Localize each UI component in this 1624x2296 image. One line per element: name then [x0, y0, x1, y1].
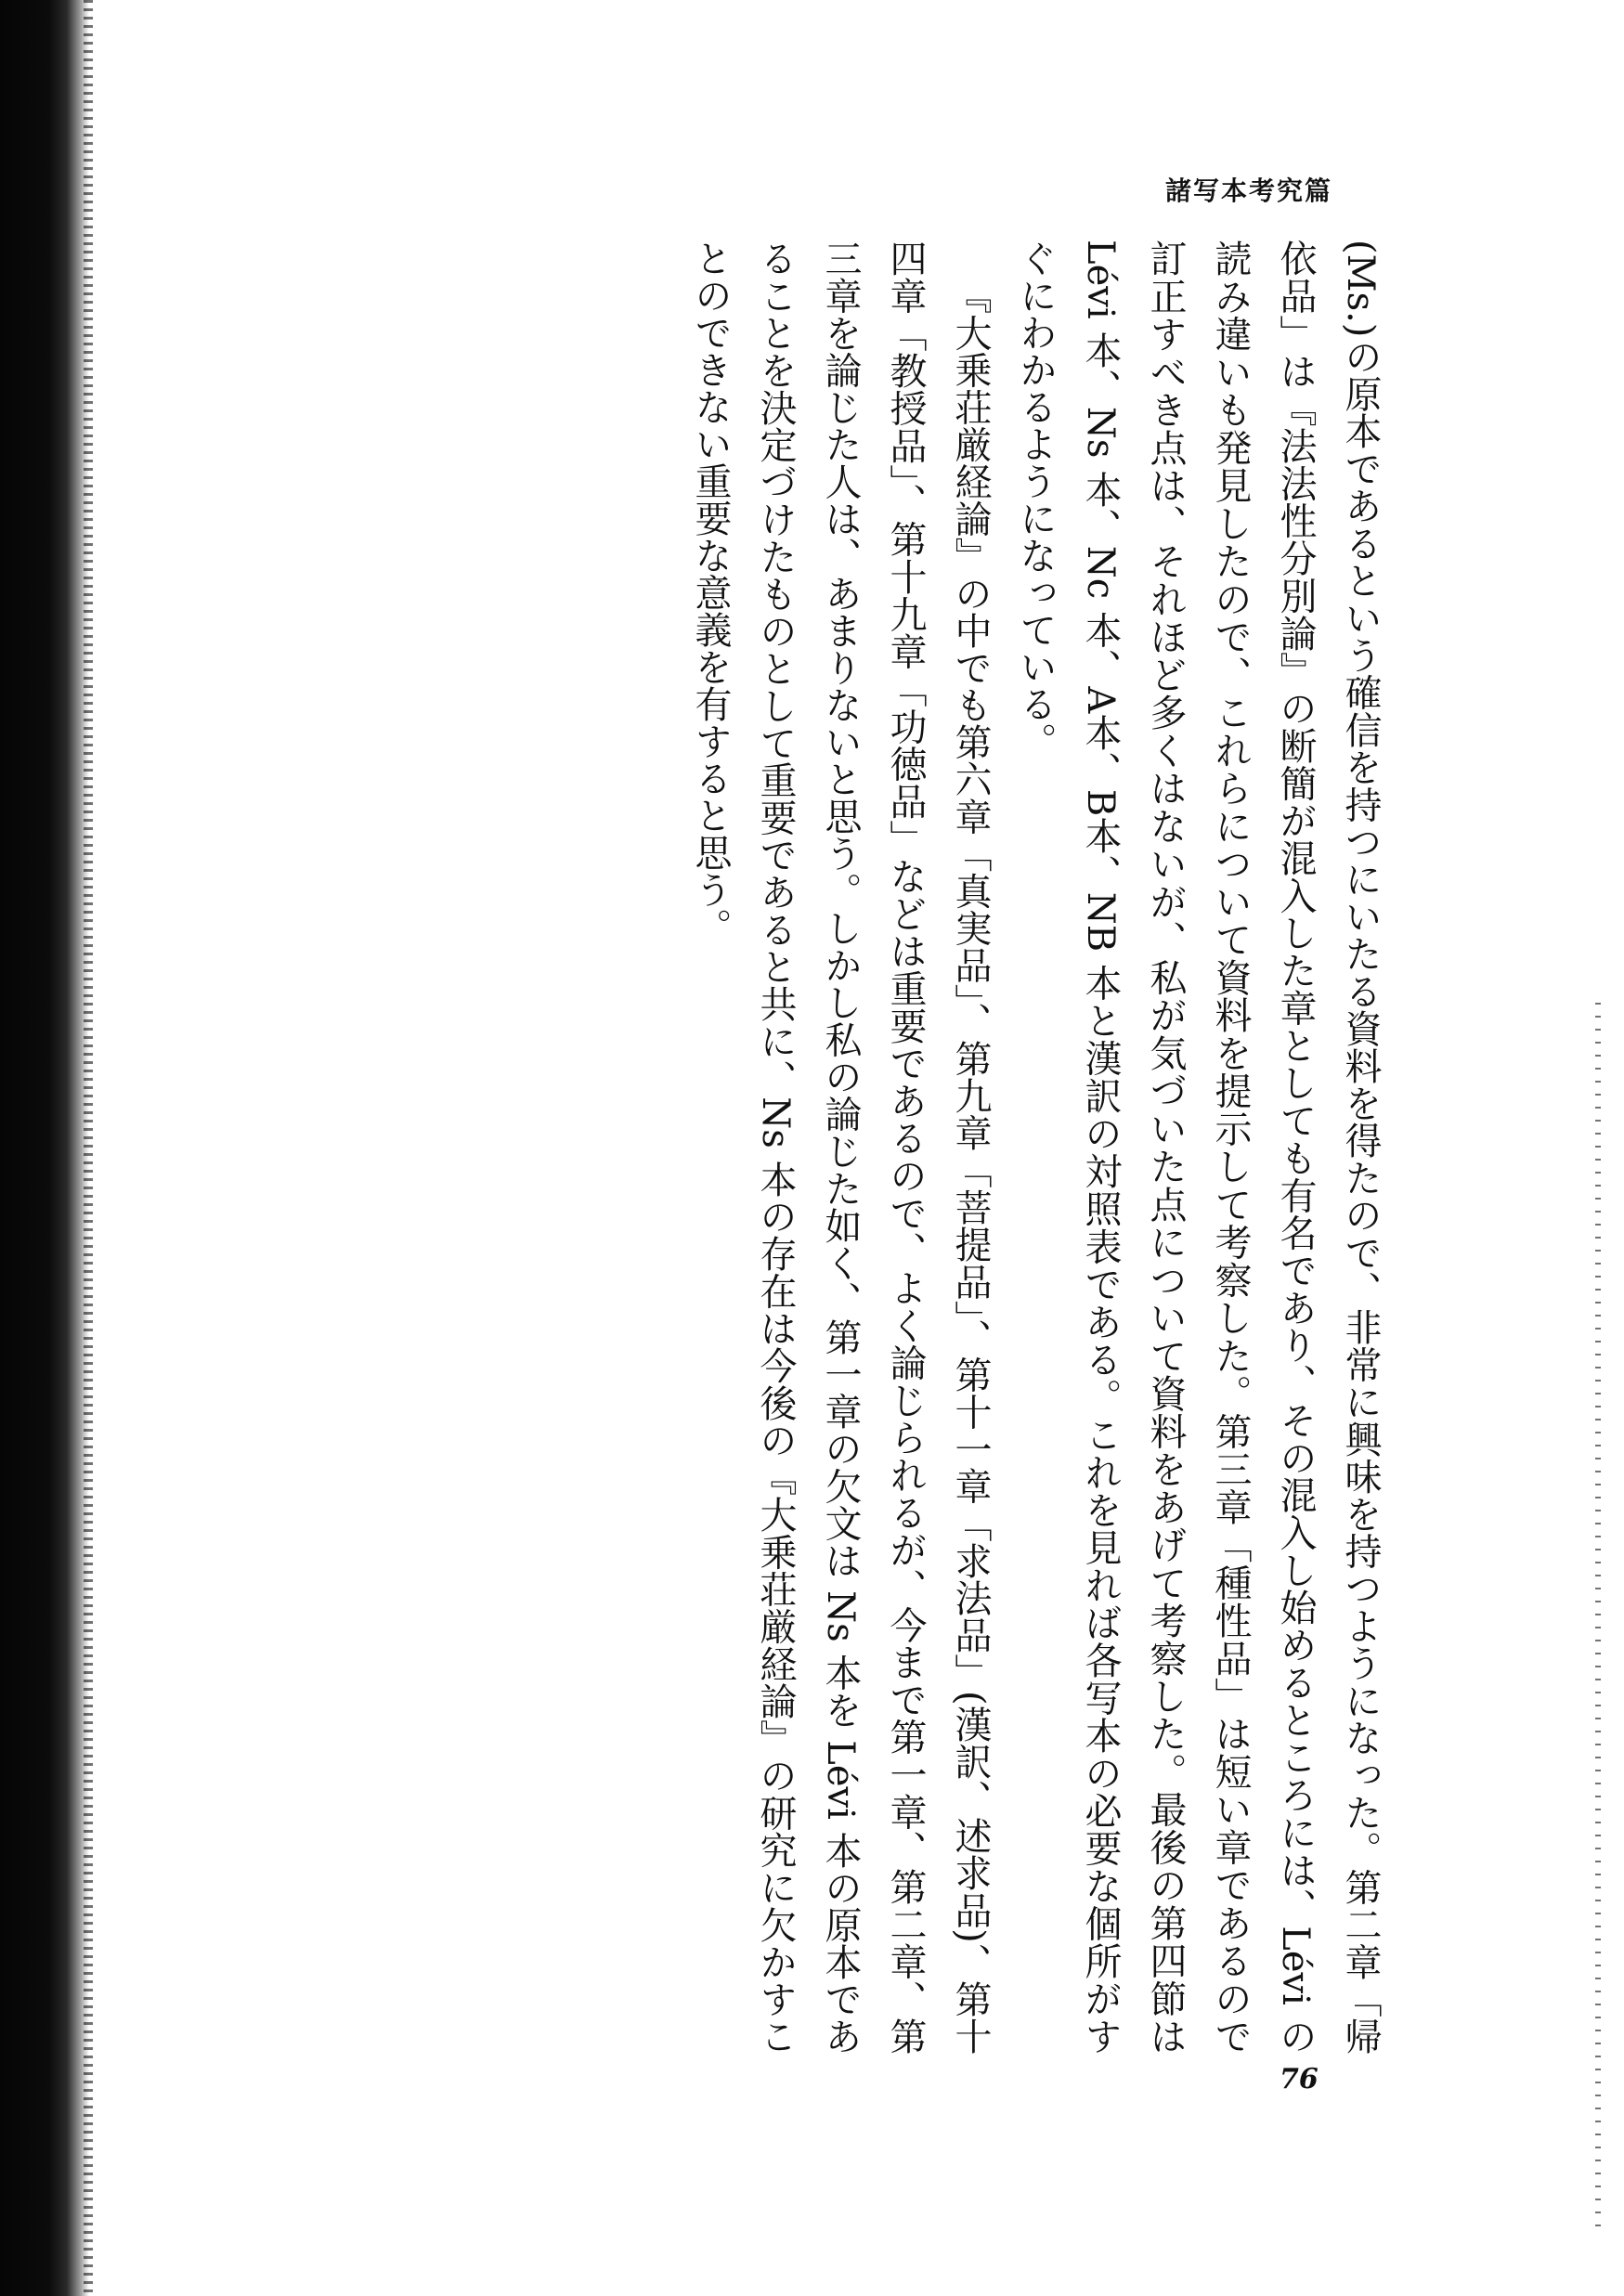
- body-text: [689, 240, 1393, 2055]
- scan-speckle-marks: [1595, 1003, 1601, 2228]
- running-head: 諸写本考究篇: [1165, 175, 1333, 206]
- paragraph-1: (Ms.)の原本であるという確信を持つにいたる資料を得たので、非常に興味を持つようになった。第二章「帰依品」は『法法性分別論』の断簡が混入した章としても有名であり、その混入し始めるところには、Lévi の読み違いも発見したので、これらについて資料を提示して考察した。第三章「種性品」は短い章であるので訂正すべき点は、それほど多くはないが、私が気づいた点について資料をあげて考察した。最後の第四節は Lévi 本、Ns 本、Nc 本、A本、B本、NB 本と漢訳の対照表である。これを見れば各写本の必要な個所がすぐにわかるようになっている。: [1014, 240, 1382, 2055]
- paragraph-2: 『大乗荘厳経論』の中でも第六章「真実品」、第九章「菩提品」、第十一章「求法品」(漢訳、述求品)、第十四章「教授品」、第十九章「功徳品」などは重要であるので、よく論じられるが、今まで第一章、第二章、第三章を論じた人は、あまりないと思う。しかし私の論じた如く、第一章の欠文は Ns 本を Lévi 本の原本であることを決定づけたものとして重要であると共に、Ns 本の存在は今後の『大乗荘厳経論』の研究に欠かすことのできない重要な意義を有すると思う。: [689, 240, 992, 2055]
- page-number: 76: [1280, 2063, 1319, 2095]
- scan-shadow-edge: [0, 0, 89, 2296]
